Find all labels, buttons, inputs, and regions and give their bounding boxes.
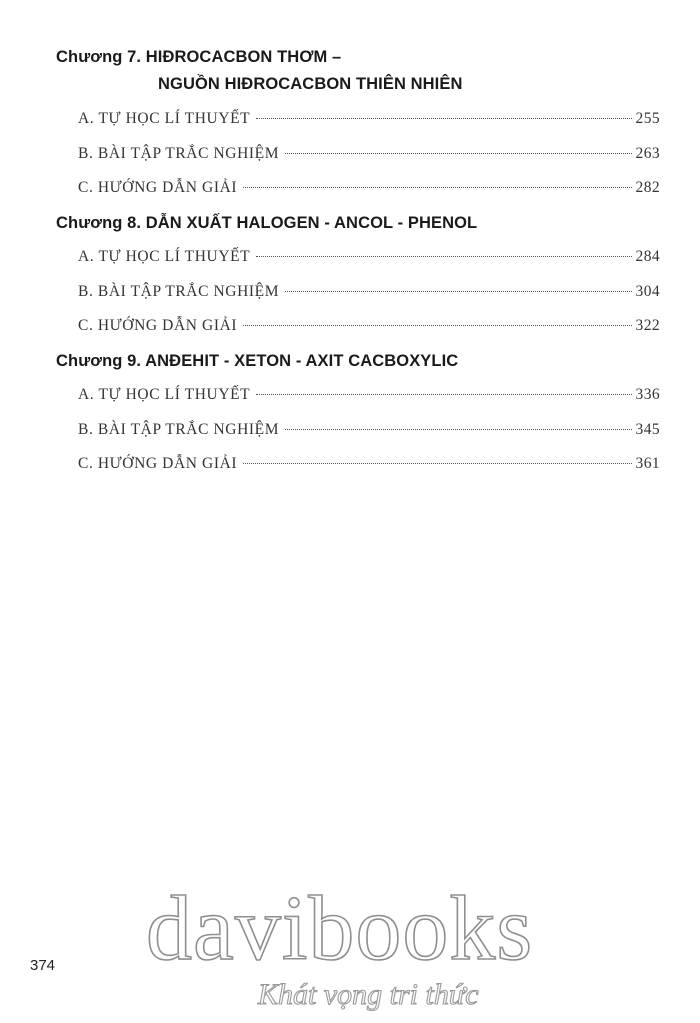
toc-entry-label: C. HƯỚNG DẪN GIẢI [78, 455, 238, 472]
toc-entry-page: 282 [635, 179, 660, 196]
toc-entry[interactable] [78, 179, 660, 197]
toc-entry-label: B. BÀI TẬP TRẮC NGHIỆM [78, 283, 280, 300]
toc-entry-page: 361 [635, 455, 660, 472]
toc-entry-page: 284 [635, 248, 660, 265]
dot-leader [243, 462, 631, 464]
toc-entry[interactable] [78, 317, 660, 335]
chapter-8-heading [56, 214, 477, 233]
toc-entry-label: C. HƯỚNG DẪN GIẢI [78, 317, 238, 334]
chapter-7-heading [56, 48, 462, 94]
toc-entry[interactable] [78, 110, 660, 128]
toc-entry[interactable] [78, 145, 660, 163]
toc-entry[interactable] [78, 421, 660, 439]
chapter-title-line2: NGUỒN HIĐROCACBON THIÊN NHIÊN [158, 75, 463, 93]
watermark-slogan: Khát vọng tri thức [258, 978, 479, 1011]
toc-entry-page: 345 [635, 421, 660, 438]
toc-entry-label: A. TỰ HỌC LÍ THUYẾT [78, 248, 251, 265]
dot-leader [243, 324, 631, 326]
toc-entry[interactable] [78, 248, 660, 266]
chapter-title-line1: Chương 8. DẪN XUẤT HALOGEN - ANCOL - PHENOL [56, 214, 478, 232]
chapter-9-heading [56, 352, 458, 371]
dot-leader [243, 186, 631, 188]
toc-entry-page: 336 [635, 386, 660, 403]
chapter-title-line1: Chương 7. HIĐROCACBON THƠM – [56, 48, 342, 66]
toc-entry-label: B. BÀI TẬP TRẮC NGHIỆM [78, 421, 280, 438]
chapter-title-line1: Chương 9. ANĐEHIT - XETON - AXIT CACBOXYLIC [56, 352, 459, 370]
toc-entry-label: A. TỰ HỌC LÍ THUYẾT [78, 110, 251, 127]
dot-leader [256, 393, 631, 395]
toc-entry[interactable] [78, 455, 660, 473]
dot-leader [285, 428, 631, 430]
toc-entry-label: C. HƯỚNG DẪN GIẢI [78, 179, 238, 196]
toc-entry[interactable] [78, 283, 660, 301]
toc-entry-page: 255 [635, 110, 660, 127]
toc-entry-page: 322 [635, 317, 660, 334]
watermark-logo: davibooks [146, 877, 534, 979]
dot-leader [256, 255, 631, 257]
dot-leader [285, 290, 631, 292]
dot-leader [285, 152, 631, 154]
page-number: 374 [30, 957, 56, 974]
toc-entry[interactable] [78, 386, 660, 404]
toc-entry-label: B. BÀI TẬP TRẮC NGHIỆM [78, 145, 280, 162]
toc-entry-page: 304 [635, 283, 660, 300]
dot-leader [256, 117, 631, 119]
toc-entry-page: 263 [635, 145, 660, 162]
toc-entry-label: A. TỰ HỌC LÍ THUYẾT [78, 386, 251, 403]
